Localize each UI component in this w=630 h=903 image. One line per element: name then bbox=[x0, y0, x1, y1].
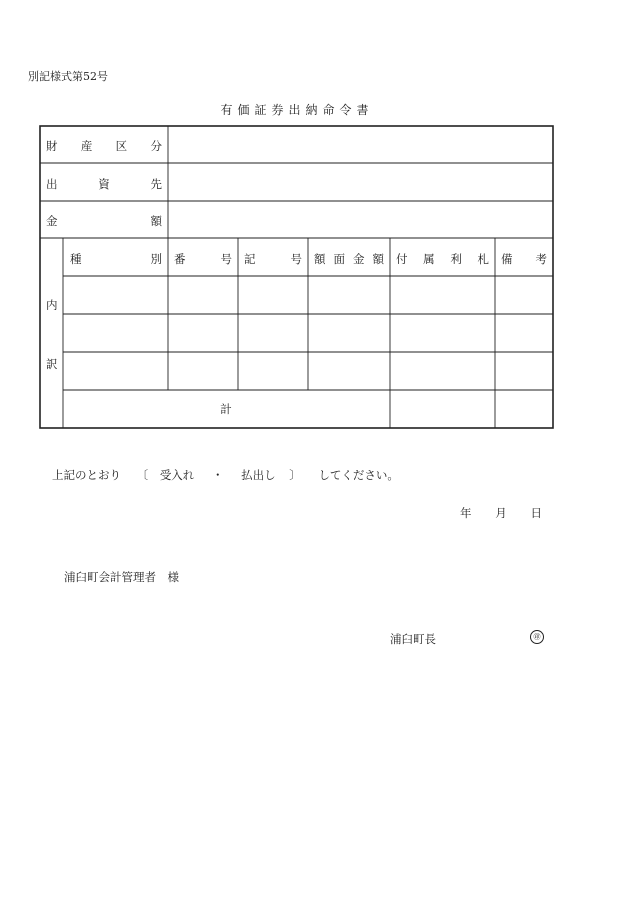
column-header-face-value: 額 面 金 額 bbox=[314, 252, 384, 266]
option-pay: 払出し bbox=[241, 468, 276, 482]
date-line bbox=[460, 505, 542, 521]
investee-label: 出 資 先 bbox=[46, 177, 162, 191]
date-year: 年 bbox=[460, 506, 472, 520]
instruction-statement bbox=[52, 467, 399, 483]
option-separator: ・ bbox=[211, 468, 224, 482]
breakdown-label-2: 訳 bbox=[46, 357, 58, 371]
bracket-close: 〕 bbox=[289, 468, 301, 482]
option-receive: 受入れ bbox=[159, 468, 195, 482]
column-header-remarks: 備 考 bbox=[501, 252, 547, 266]
statement-prefix: 上記のとおり bbox=[52, 468, 121, 482]
amount-label: 金 額 bbox=[46, 214, 162, 228]
column-header-type: 種 別 bbox=[70, 252, 162, 266]
property-category-label: 財 産 区 分 bbox=[46, 139, 162, 153]
addressee: 浦臼町会計管理者 様 bbox=[64, 570, 179, 584]
column-header-number: 番 号 bbox=[174, 252, 232, 266]
seal-mark: ㊞ bbox=[530, 630, 544, 644]
total-label: 計 bbox=[220, 402, 232, 416]
column-header-symbol: 記 号 bbox=[244, 252, 302, 266]
document-title: 有価証券出納命令書 bbox=[220, 103, 374, 117]
date-day: 日 bbox=[530, 506, 542, 520]
column-header-coupons: 付 属 利 札 bbox=[396, 252, 489, 266]
statement-suffix: してください。 bbox=[318, 468, 399, 482]
form-number: 別記様式第52号 bbox=[28, 70, 108, 83]
date-month: 月 bbox=[495, 506, 507, 520]
breakdown-label-1: 内 bbox=[46, 298, 58, 312]
bracket-open: 〔 bbox=[136, 468, 149, 482]
issuer-name: 浦臼町長 bbox=[390, 632, 436, 646]
